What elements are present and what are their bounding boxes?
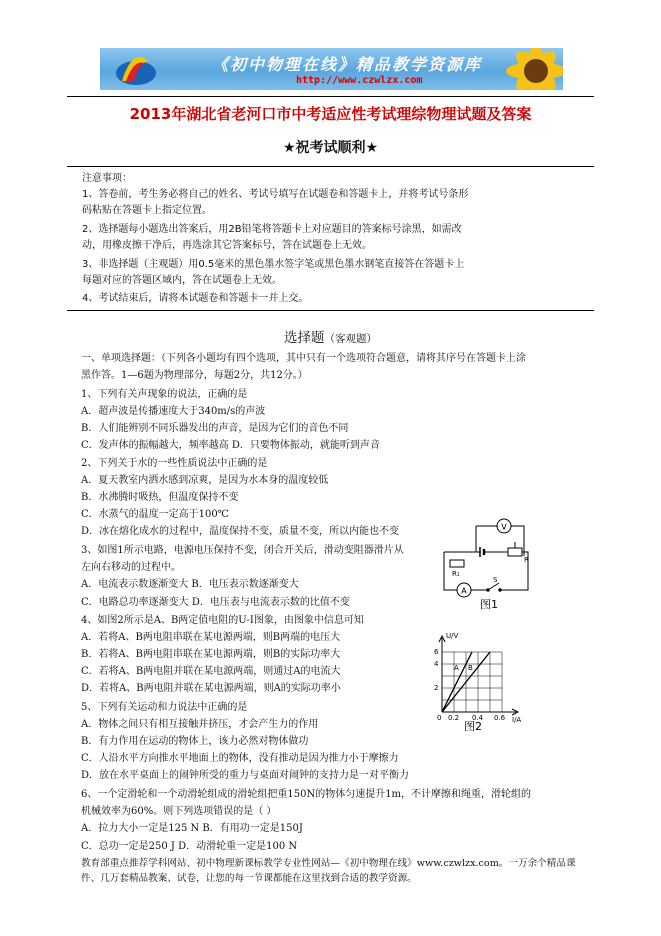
- question-line: A．超声波是传播速度大于340m/s的声波: [81, 406, 266, 417]
- question-line: D．冰在熔化成水的过程中，温度保持不变，质量不变，所以内能也不变: [81, 526, 400, 537]
- notes-heading: 注意事项：: [82, 173, 132, 184]
- figure1-caption: 图1: [480, 598, 498, 611]
- site-logo: [114, 51, 158, 87]
- note-line: 每题对应的答题区域内，答在试题卷上无效。: [82, 275, 282, 286]
- header-divider: [67, 96, 594, 97]
- question-line: 2、下列关于水的一些性质说法中正确的是: [81, 458, 268, 469]
- exam-wish: ★祝考试顺利★: [282, 140, 379, 156]
- figure2-grid: [442, 652, 502, 712]
- switch-symbol: [488, 583, 499, 590]
- x-tick-label: 0.6: [494, 714, 506, 722]
- header-banner: [100, 48, 563, 90]
- x-tick-label: 0: [437, 714, 442, 722]
- note-line: 码粘贴在答题卡上指定位置。: [82, 205, 212, 216]
- question-line: A．拉力大小一定是125 N B．有用功一定是150J: [81, 823, 303, 834]
- note-line: 动，用橡皮擦干净后，再选涂其它答案标号，答在试题卷上无效。: [82, 240, 372, 251]
- note-line: 4、考试结束后，请将本试题卷和答题卡一并上交。: [82, 293, 309, 304]
- question-line: C．电路总功率逐渐变大 D．电压表与电流表示数的比值不变: [81, 597, 350, 608]
- question-line: 左向右移动的过程中。: [81, 562, 181, 573]
- question-line: 4、如图2所示是A、B两定值电阻的U-I图象，由图象中信息可知: [81, 615, 364, 626]
- x-tick-label: 0.2: [448, 714, 460, 722]
- question-line: D．放在水平桌面上的闹钟所受的重力与桌面对闹钟的支持力是一对平衡力: [81, 770, 410, 781]
- page-title: 2013年湖北省老河口市中考适应性考试理综物理试题及答案: [129, 105, 532, 123]
- y-tick-label: 6: [434, 648, 439, 656]
- ammeter-label: A: [461, 586, 467, 596]
- line-b-label: B: [468, 664, 473, 672]
- figure2-caption: 图2: [464, 720, 482, 732]
- footer-line: 件、几万套精品教案、试卷，让您的每一节课都能在这里找到合适的教学资源。: [81, 873, 417, 884]
- question-line: C．若将A、B两电阻并联在某电源两端，则通过A的电流大: [81, 666, 341, 677]
- question-line: B．若将A、B两电阻串联在某电源两端，则B的实际功率大: [81, 649, 341, 660]
- question-line: 6、一个定滑轮和一个动滑轮组成的滑轮组把重150N的物体匀速提升1m，不计摩擦和绳重，滑轮组的: [81, 789, 532, 800]
- note-line: 3、非选择题（主观题）用0.5毫米的黑色墨水签字笔或黑色墨水钢笔直接答在答题卡上: [82, 259, 465, 270]
- figure1-circuit-diagram: [436, 516, 532, 612]
- notes-top-divider: [67, 166, 594, 167]
- note-line: 1、答卷前，考生务必将自己的姓名、考试号填写在试题卷和答题卡上，并将考试号条形: [82, 189, 469, 200]
- question-line: B．人们能辨别不同乐器发出的声音，是因为它们的音色不同: [81, 423, 349, 434]
- rheostat-symbol: [508, 548, 522, 556]
- question-line: B．水沸腾时吸热，但温度保持不变: [81, 492, 239, 503]
- switch-label: S: [493, 576, 498, 584]
- question-line: 1、下列有关声现象的说法，正确的是: [81, 389, 248, 400]
- question-line: C．人沿水平方向推水平地面上的物体，没有推动是因为推力小于摩擦力: [81, 753, 399, 764]
- footer-line: 教育部重点推荐学科网站、初中物理新课标教学专业性网站—《初中物理在线》www.czwlzx.com。一万余个精品课: [81, 858, 576, 869]
- y-tick-label: 4: [434, 660, 439, 668]
- question-line: C．总功一定是250 J D．动滑轮重一定是100 N: [81, 841, 298, 852]
- question-line: 一、单项选择题：（下列各小题均有四个选项，其中只有一个选项符合题意，请将其序号在答题卡上涂: [81, 353, 526, 364]
- section-title-text: 选择题: [284, 330, 325, 346]
- question-line: 5、下列有关运动和力说法中正确的是: [81, 702, 248, 713]
- question-line: B．有力作用在运动的物体上，该力必然对物体做功: [81, 736, 309, 747]
- line-a: [442, 652, 472, 712]
- question-line: A．夏天教室内洒水感到凉爽，是因为水本身的温度较低: [81, 475, 329, 486]
- banner-url[interactable]: http://www.czwlzx.com: [296, 75, 423, 86]
- notes-bottom-divider: [67, 310, 594, 311]
- y-tick-label: 2: [434, 684, 439, 692]
- section-title: [0, 326, 661, 346]
- x-axis-label: I/A: [512, 716, 522, 724]
- section-subtitle: （客观题）: [324, 333, 377, 345]
- resistor-label: R₁: [452, 570, 460, 578]
- note-line: 2、选择题每小题选出答案后，用2B铅笔将答题卡上对应题目的答案标号涂黑，如需改: [82, 224, 462, 235]
- question-line: C．水蒸气的温度一定高于100℃: [81, 509, 229, 520]
- figure2-ui-graph: [428, 630, 528, 732]
- question-line: 3、如图1所示电路，电源电压保持不变，闭合开关后，滑动变阻器滑片从: [81, 545, 404, 556]
- voltmeter-label: V: [501, 522, 507, 532]
- x-tick-label: 0.4: [472, 714, 484, 722]
- y-axis-label: U/V: [446, 632, 459, 640]
- question-line: D．若将A、B两电阻并联在某电源两端，则A的实际功率小: [81, 683, 341, 694]
- question-line: A．若将A、B两电阻串联在某电源两端，则B两端的电压大: [81, 632, 341, 643]
- banner-title: 《初中物理在线》精品教学资源库: [212, 55, 483, 74]
- question-line: A．物体之间只有相互接触并挤压，才会产生力的作用: [81, 719, 319, 730]
- question-line: 黑作答。1—6题为物理部分，每题2分，共12分。）: [81, 370, 308, 381]
- rheostat-label: R: [524, 556, 529, 564]
- line-a-label: A: [454, 664, 459, 672]
- question-line: A．电流表示数逐渐变大 B．电压表示数逐渐变大: [81, 579, 299, 590]
- question-line: 机械效率为60%。则下列选项错误的是（ ）: [81, 806, 277, 817]
- sunflower-icon: [501, 48, 563, 90]
- resistor-r1-symbol: [450, 560, 464, 567]
- question-line: C．发声体的振幅越大，频率越高 D．只要物体振动，就能听到声音: [81, 440, 380, 451]
